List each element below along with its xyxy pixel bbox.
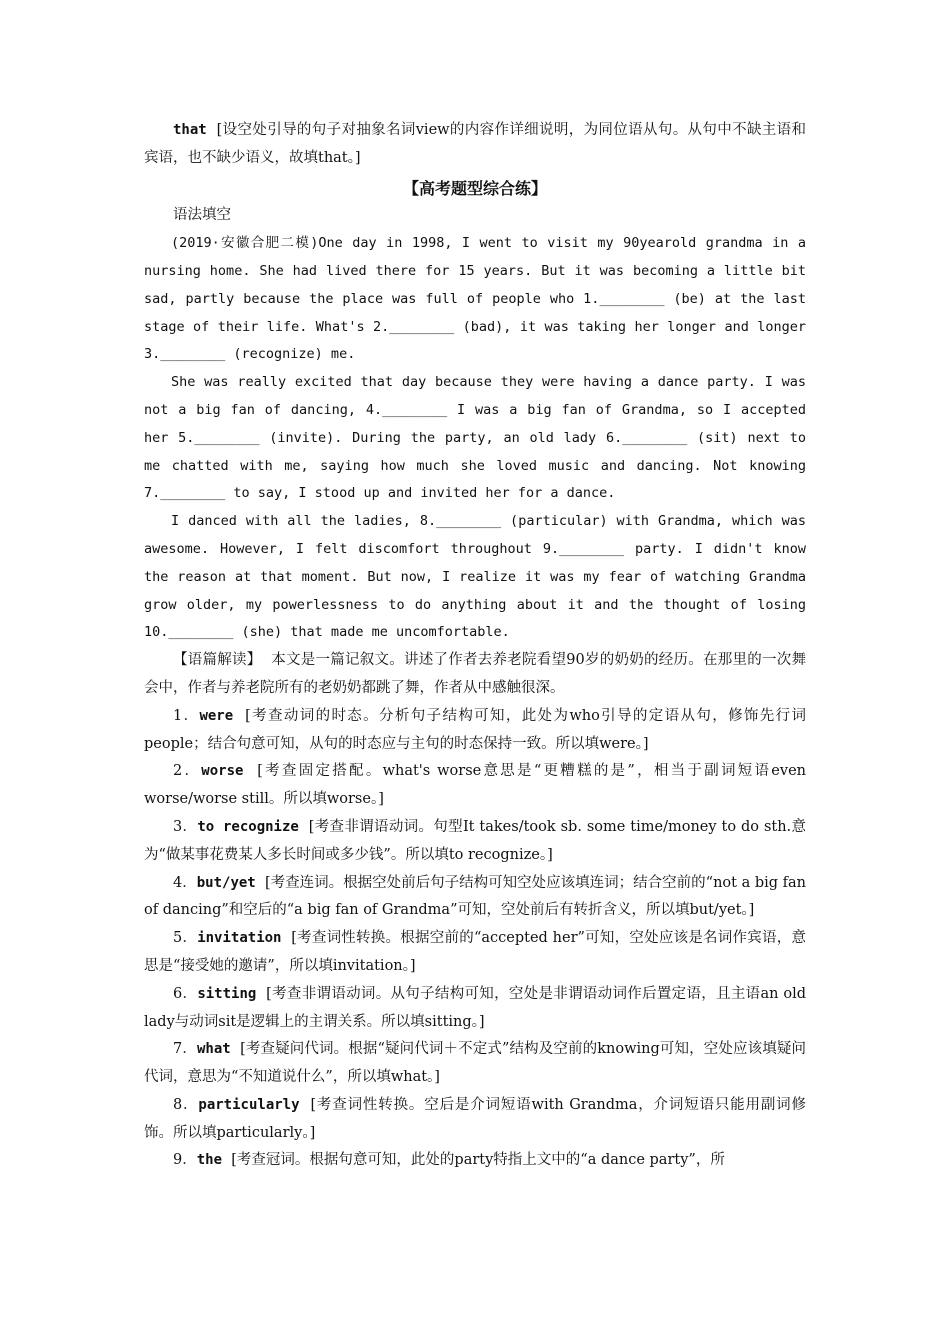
- answer-number: 2．: [173, 763, 202, 780]
- summary-label: 【语篇解读】: [173, 652, 262, 669]
- answer-explanation: [考查疑问代词。根据“疑问代词＋不定式”结构及空前的knowing可知，空处应该填疑问代词，意思为“不知道说什么”，所以填what。]: [144, 1041, 806, 1086]
- section-title: 【高考题型综合练】: [402, 178, 547, 198]
- answer-word: the: [196, 1152, 223, 1169]
- answer-explanation: [考查冠词。根据句意可知，此处的party特指上文中的“a dance party”，所: [231, 1152, 725, 1169]
- answer-word: worse: [201, 763, 244, 780]
- answer-explanation: [考查非谓语动词。句型It takes/took sb. some time/money to do sth.意为“做某事花费某人多长时间或多少钱”。所以填to recognize。]: [144, 818, 806, 863]
- answer-number: 1．: [173, 707, 200, 724]
- answer-explanation: [考查连词。根据空处前后句子结构可知空处应该填连词；结合空前的“not a big fan of dancing”和空后的“a big fan of Grandma”可知，空处前后有转折含义，所以填but/yet。]: [144, 874, 806, 919]
- exercise-type: 语法填空: [173, 207, 231, 224]
- answer-item: [144, 1147, 806, 1175]
- answer-word: but/yet: [196, 874, 256, 891]
- intro-explanation: [设空处引导的句子对抽象名词view的内容作详细说明，为同位语从句。从句中不缺主语和宾语，也不缺少语义，故填that。]: [144, 122, 807, 166]
- answer-number: 9．: [173, 1152, 197, 1169]
- answer-explanation: [考查动词的时态。分析句子结构可知，此处为who引导的定语从句，修饰先行词people；结合句意可知，从句的时态应与主句的时态保持一致。所以填were。]: [144, 707, 807, 752]
- answer-item: [144, 758, 806, 814]
- answer-word: invitation: [197, 930, 282, 947]
- answer-item: [144, 925, 806, 981]
- summary-text: 本文是一篇记叙文。讲述了作者去养老院看望90岁的奶奶的经历。在那里的一次舞会中，作者与养老院所有的老奶奶都跳了舞，作者从中感触很深。: [144, 652, 807, 696]
- summary-paragraph: [144, 647, 806, 703]
- answer-item: [144, 870, 806, 926]
- intro-answer: that: [173, 122, 207, 138]
- answer-item: [144, 1092, 806, 1148]
- answer-word: were: [199, 707, 234, 724]
- answer-number: 4．: [173, 874, 197, 891]
- answer-word: to recognize: [197, 818, 299, 835]
- answer-item: [144, 981, 806, 1037]
- answer-item: [144, 1036, 806, 1092]
- passage-paragraph: (2019·安徽合肥二模)One day in 1998, I went to visit my 90yearold grandma in a nursing home. She had lived there for 15 years. But it was becoming a little bit sad, partly because the place was full of people who 1.________ (be) at the last stage of their life. What's 2.________ (bad), it was taking her longer and longer 3.________ (recognize) me.: [144, 235, 806, 363]
- answer-number: 3．: [173, 818, 198, 835]
- intro-answer-paragraph: [144, 117, 806, 173]
- passage-paragraph: I danced with all the ladies, 8.________ (particular) with Grandma, which was awesome. However, I felt discomfort throughout 9.________ party. I didn't know the reason at that moment. But now, I realize it was my fear of watching Grandma grow older, my powerlessness to do anything about it and the thought of losing 10.________ (she) that made me uncomfortable.: [144, 513, 806, 641]
- answer-explanation: [考查词性转换。根据空前的“accepted her”可知，空处应该是名词作宾语，意思是“接受她的邀请”，所以填invitation。]: [144, 930, 806, 974]
- answer-word: particularly: [198, 1096, 300, 1113]
- answer-explanation: [考查固定搭配。what's worse意思是“更糟糕的是”，相当于副词短语even worse/worse still。所以填worse。]: [144, 763, 806, 808]
- document-page: [144, 117, 806, 1175]
- answer-item: [144, 814, 806, 870]
- answer-number: 7．: [173, 1041, 197, 1058]
- answer-explanation: [考查非谓语动词。从句子结构可知，空处是非谓语动词作后置定语，且主语an old lady与动词sit是逻辑上的主谓关系。所以填sitting。]: [144, 985, 807, 1030]
- passage-paragraph: She was really excited that day because they were having a dance party. I was not a big fan of dancing, 4.________ I was a big fan of Grandma, so I accepted her 5.________ (invite). During the party, an old lady 6.________ (sit) next to me chatted with me, saying how much she loved music and dancing. Not knowing 7.________ to say, I stood up and invited her for a dance.: [144, 374, 806, 502]
- answer-item: [144, 703, 806, 759]
- answer-explanation: [考查词性转换。空后是介词短语with Grandma，介词短语只能用副词修饰。所以填particularly。]: [144, 1096, 807, 1141]
- answer-number: 8．: [173, 1096, 199, 1113]
- answer-word: sitting: [197, 985, 257, 1002]
- answer-number: 6．: [173, 985, 198, 1002]
- answer-number: 5．: [173, 930, 198, 947]
- passage: [144, 230, 806, 647]
- answer-word: what: [196, 1041, 231, 1058]
